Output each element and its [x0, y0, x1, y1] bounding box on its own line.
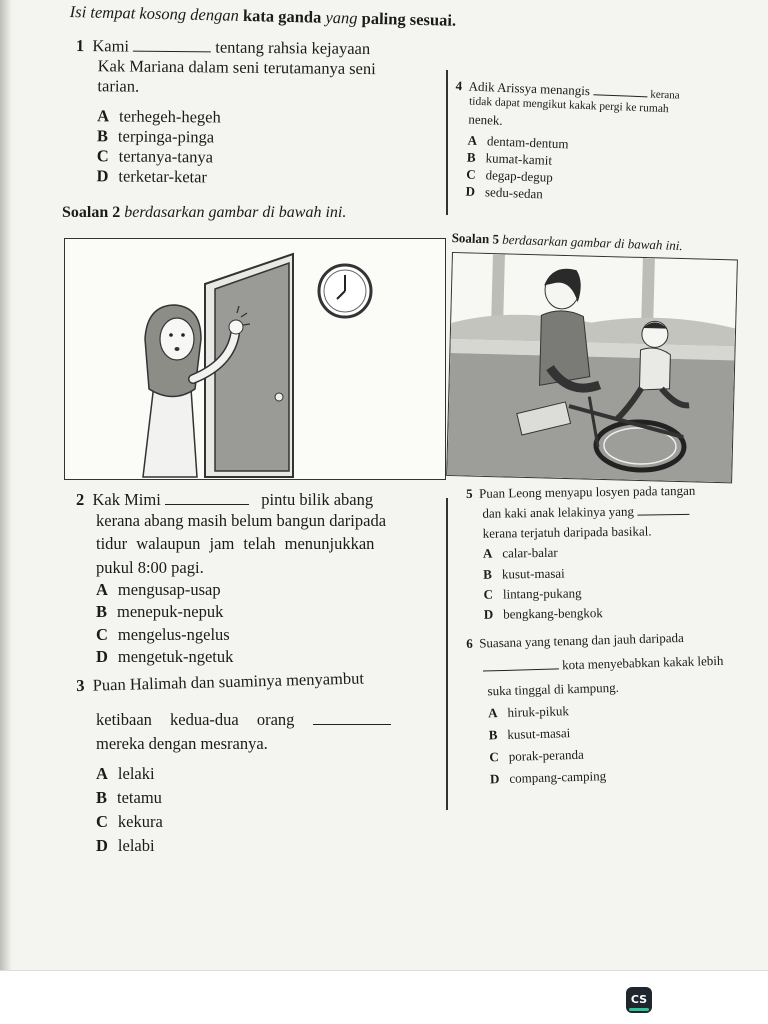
option-c: C mengelus-ngelus: [96, 625, 230, 644]
question-text: Suasana yang tenang dan jauh daripada: [478, 629, 685, 651]
question-text: Kami: [92, 36, 130, 56]
question-text: mereka dengan mesranya.: [96, 734, 268, 753]
answer-blank: [133, 51, 211, 53]
question-text: dan kaki anak lelakinya yang: [482, 503, 635, 521]
option-d: D compang-camping: [489, 768, 607, 787]
question-text: kota menyebabkan kakak lebih: [561, 652, 724, 673]
question-number: 1: [75, 36, 85, 56]
question-text: Kak Mimi: [92, 490, 161, 509]
soalan-5-heading: Soalan 5 berdasarkan gambar di bawah ini.: [451, 230, 683, 254]
option-a: A dentam-dentum: [467, 132, 569, 152]
question-text: pukul 8:00 pagi.: [96, 558, 204, 577]
question-text: suka tinggal di kampung.: [487, 679, 620, 699]
option-d: D lelabi: [96, 836, 155, 855]
camscanner-logo-icon: CS: [626, 987, 652, 1013]
option-b: B menepuk-nepuk: [96, 602, 224, 621]
question-text: tidak dapat mengikut kakak pergi ke rumah: [468, 95, 669, 116]
page-edge-shadow: [0, 0, 12, 970]
option-d: D sedu-sedan: [465, 183, 544, 202]
question-text: Adik Arissya menangis: [468, 78, 591, 99]
question-1: [75, 36, 436, 187]
question-4: [455, 78, 756, 202]
picture-mother-helping-fallen-boy: [446, 252, 738, 483]
answer-blank: [483, 668, 559, 671]
option-c: C tertanya-tanya: [96, 146, 214, 167]
question-6: [466, 628, 756, 787]
option-a: A mengusap-usap: [96, 580, 221, 599]
option-b: B kusut-masai: [483, 565, 565, 582]
question-text: ketibaan kedua-dua orang: [96, 710, 295, 729]
question-text: pintu bilik abang: [261, 490, 374, 509]
picture-girl-knocking-door: [64, 238, 446, 480]
question-text: Puan Halimah dan suaminya menyambut: [92, 668, 365, 695]
instruction-heading: [70, 2, 457, 31]
instruction-text-2: kata ganda: [242, 5, 322, 27]
question-text: nenek.: [468, 111, 503, 128]
instruction-text-4: paling sesuai.: [361, 8, 457, 30]
option-c: C degap-degup: [466, 166, 554, 185]
question-number: 3: [76, 675, 85, 695]
option-d: D terketar-ketar: [96, 166, 208, 187]
option-a: A lelaki: [96, 764, 155, 783]
question-number: 2: [76, 490, 85, 509]
option-c: C porak-peranda: [489, 746, 585, 765]
option-a: A hiruk-pikuk: [487, 703, 570, 721]
option-b: B kumat-kamit: [466, 149, 553, 168]
question-text: kerana: [650, 88, 680, 102]
answer-blank: [313, 724, 391, 725]
question-number: 5: [466, 485, 473, 501]
question-text: kerana abang masih belum bangun daripada: [96, 511, 387, 530]
answer-blank: [637, 514, 689, 516]
soalan-2-heading: Soalan 2 berdasarkan gambar di bawah ini.: [62, 204, 347, 221]
option-b: B terpinga-pinga: [96, 126, 215, 147]
instruction-text-3: yang: [321, 7, 362, 28]
column-divider: [446, 498, 448, 810]
option-b: B kusut-masai: [488, 725, 571, 743]
answer-blank: [593, 94, 647, 97]
answer-blank: [165, 504, 249, 505]
question-text: kerana terjatuh daripada basikal.: [482, 523, 652, 541]
question-text: tarian.: [97, 76, 140, 96]
option-c: C lintang-pukang: [483, 585, 582, 602]
instruction-text-1: Isi tempat kosong dengan: [69, 2, 244, 25]
option-d: D mengetuk-ngetuk: [96, 647, 234, 666]
option-b: B tetamu: [96, 788, 162, 807]
question-text: tidur walaupun jam telah menunjukkan: [96, 534, 375, 553]
option-d: D bengkang-bengkok: [483, 605, 603, 622]
question-text: tentang rahsia kejayaan: [215, 37, 371, 59]
column-divider: [446, 70, 448, 215]
option-a: A terhegeh-hegeh: [97, 106, 221, 127]
question-number: 6: [466, 635, 473, 651]
illustration-bicycle-fall: [447, 253, 737, 482]
question-number: 4: [455, 78, 463, 94]
question-text: Kak Mariana dalam seni terutamanya seni: [97, 56, 376, 79]
option-c: C kekura: [96, 812, 163, 831]
option-a: A calar-balar: [482, 544, 558, 561]
illustration-knocking-door: [65, 239, 445, 479]
question-text: Puan Leong menyapu losyen pada tangan: [478, 482, 696, 501]
